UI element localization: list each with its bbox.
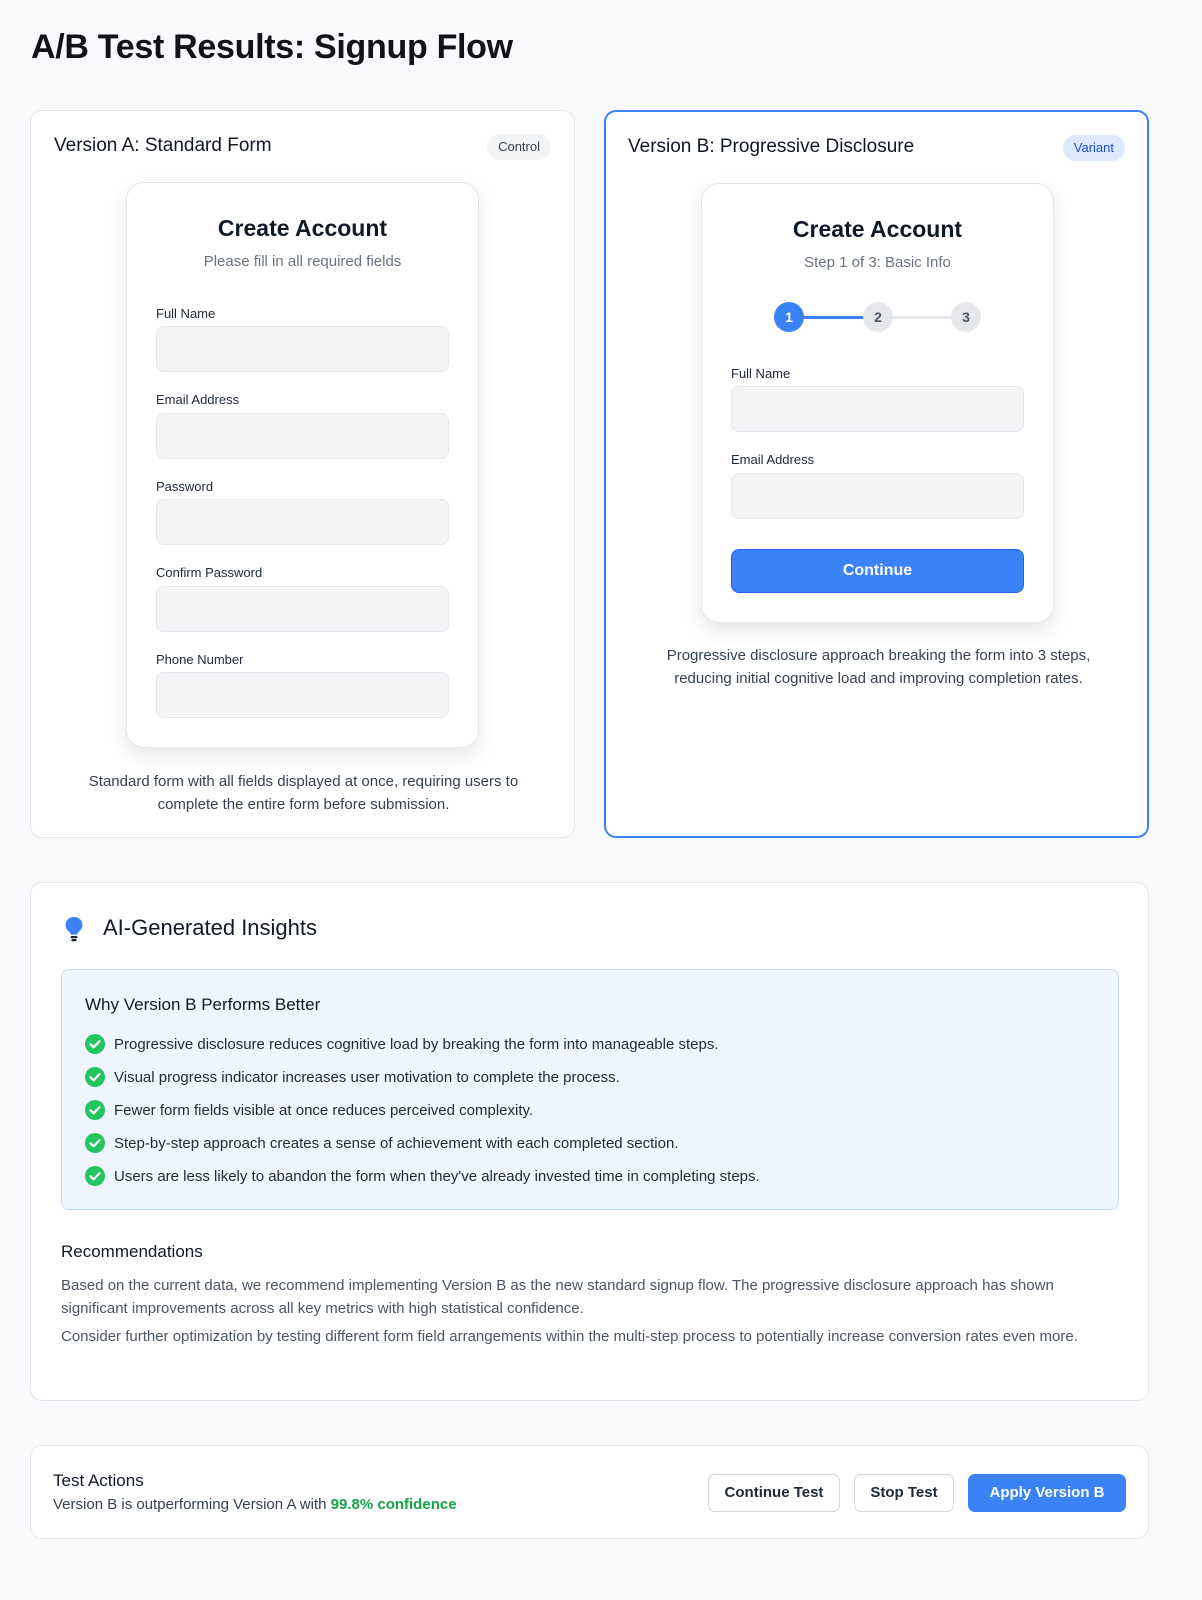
full-name-label: Full Name <box>731 366 791 381</box>
insight-item <box>85 1165 760 1187</box>
version-a-title: Version A: Standard Form <box>54 135 272 156</box>
insight-item <box>85 1099 533 1121</box>
email-label: Email Address <box>731 452 815 467</box>
confirm-password-input[interactable] <box>156 586 449 632</box>
email-input[interactable] <box>731 473 1024 519</box>
insight-text: Visual progress indicator increases user motivation to complete the process. <box>114 1068 620 1086</box>
why-version-b-panel <box>61 969 1119 1210</box>
page-title: A/B Test Results: Signup Flow <box>31 28 513 66</box>
control-badge: Control <box>487 134 551 160</box>
recommendation-paragraph: Based on the current data, we recommend implementing Version B as the new standard signup flow. The progressive disclosure approach has shown significant improvements across all key metrics with high statistical confidence. <box>61 1277 1054 1317</box>
test-actions-card <box>30 1445 1149 1539</box>
version-b-form-mockup <box>701 183 1054 623</box>
version-b-card <box>604 110 1149 838</box>
mockup-subtitle: Step 1 of 3: Basic Info <box>804 254 951 271</box>
insight-text: Progressive disclosure reduces cognitive load by breaking the form into manageable steps. <box>114 1035 719 1053</box>
step-2-indicator: 2 <box>863 302 893 332</box>
confidence-value: 99.8% confidence <box>330 1496 457 1513</box>
version-a-description: Standard form with all fields displayed at once, requiring users to complete the entire form before submission. <box>88 773 519 813</box>
test-actions-title: Test Actions <box>53 1471 144 1490</box>
version-a-form-mockup <box>126 182 479 748</box>
status-prefix: Version B is outperforming Version A with <box>53 1496 327 1513</box>
phone-number-input[interactable] <box>156 672 449 718</box>
check-circle-icon <box>85 1100 105 1120</box>
variant-badge: Variant <box>1063 135 1125 161</box>
step-3-indicator: 3 <box>951 302 981 332</box>
full-name-input[interactable] <box>156 326 449 372</box>
insight-item <box>85 1066 620 1088</box>
password-label: Password <box>156 479 214 494</box>
check-circle-icon <box>85 1133 105 1153</box>
version-a-card <box>30 110 575 838</box>
version-b-description: Progressive disclosure approach breaking the form into 3 steps, reducing initial cognitive load and improving completion rates. <box>666 647 1091 687</box>
why-title: Why Version B Performs Better <box>85 995 321 1014</box>
insights-card <box>30 882 1149 1401</box>
email-input[interactable] <box>156 413 449 459</box>
apply-version-b-button[interactable]: Apply Version B <box>968 1474 1126 1512</box>
insight-text: Step-by-step approach creates a sense of achievement with each completed section. <box>114 1134 679 1152</box>
email-label: Email Address <box>156 392 240 407</box>
check-circle-icon <box>85 1034 105 1054</box>
insight-item <box>85 1033 719 1055</box>
version-b-title: Version B: Progressive Disclosure <box>628 136 915 157</box>
phone-number-label: Phone Number <box>156 652 244 667</box>
insights-title: AI-Generated Insights <box>103 915 318 940</box>
check-circle-icon <box>85 1067 105 1087</box>
step-1-indicator: 1 <box>774 302 804 332</box>
continue-test-button[interactable]: Continue Test <box>708 1474 840 1512</box>
full-name-input[interactable] <box>731 386 1024 432</box>
test-status-text <box>53 1496 457 1513</box>
insight-text: Fewer form fields visible at once reduces perceived complexity. <box>114 1101 534 1119</box>
insight-item <box>85 1132 679 1154</box>
password-input[interactable] <box>156 499 449 545</box>
mockup-subtitle: Please fill in all required fields <box>203 253 402 270</box>
check-circle-icon <box>85 1166 105 1186</box>
recommendations-title: Recommendations <box>61 1242 203 1261</box>
confirm-password-label: Confirm Password <box>156 565 263 580</box>
stop-test-button[interactable]: Stop Test <box>854 1474 954 1512</box>
mockup-title: Create Account <box>217 215 388 241</box>
mockup-title: Create Account <box>792 216 963 242</box>
lightbulb-icon <box>64 916 84 942</box>
insight-text: Users are less likely to abandon the form when they've already invested time in completing steps. <box>114 1167 760 1185</box>
continue-button[interactable]: Continue <box>731 549 1024 593</box>
full-name-label: Full Name <box>156 306 216 321</box>
recommendation-paragraph: Consider further optimization by testing different form field arrangements within the multi-step process to potentially increase conversion rates even more. <box>61 1328 1078 1345</box>
